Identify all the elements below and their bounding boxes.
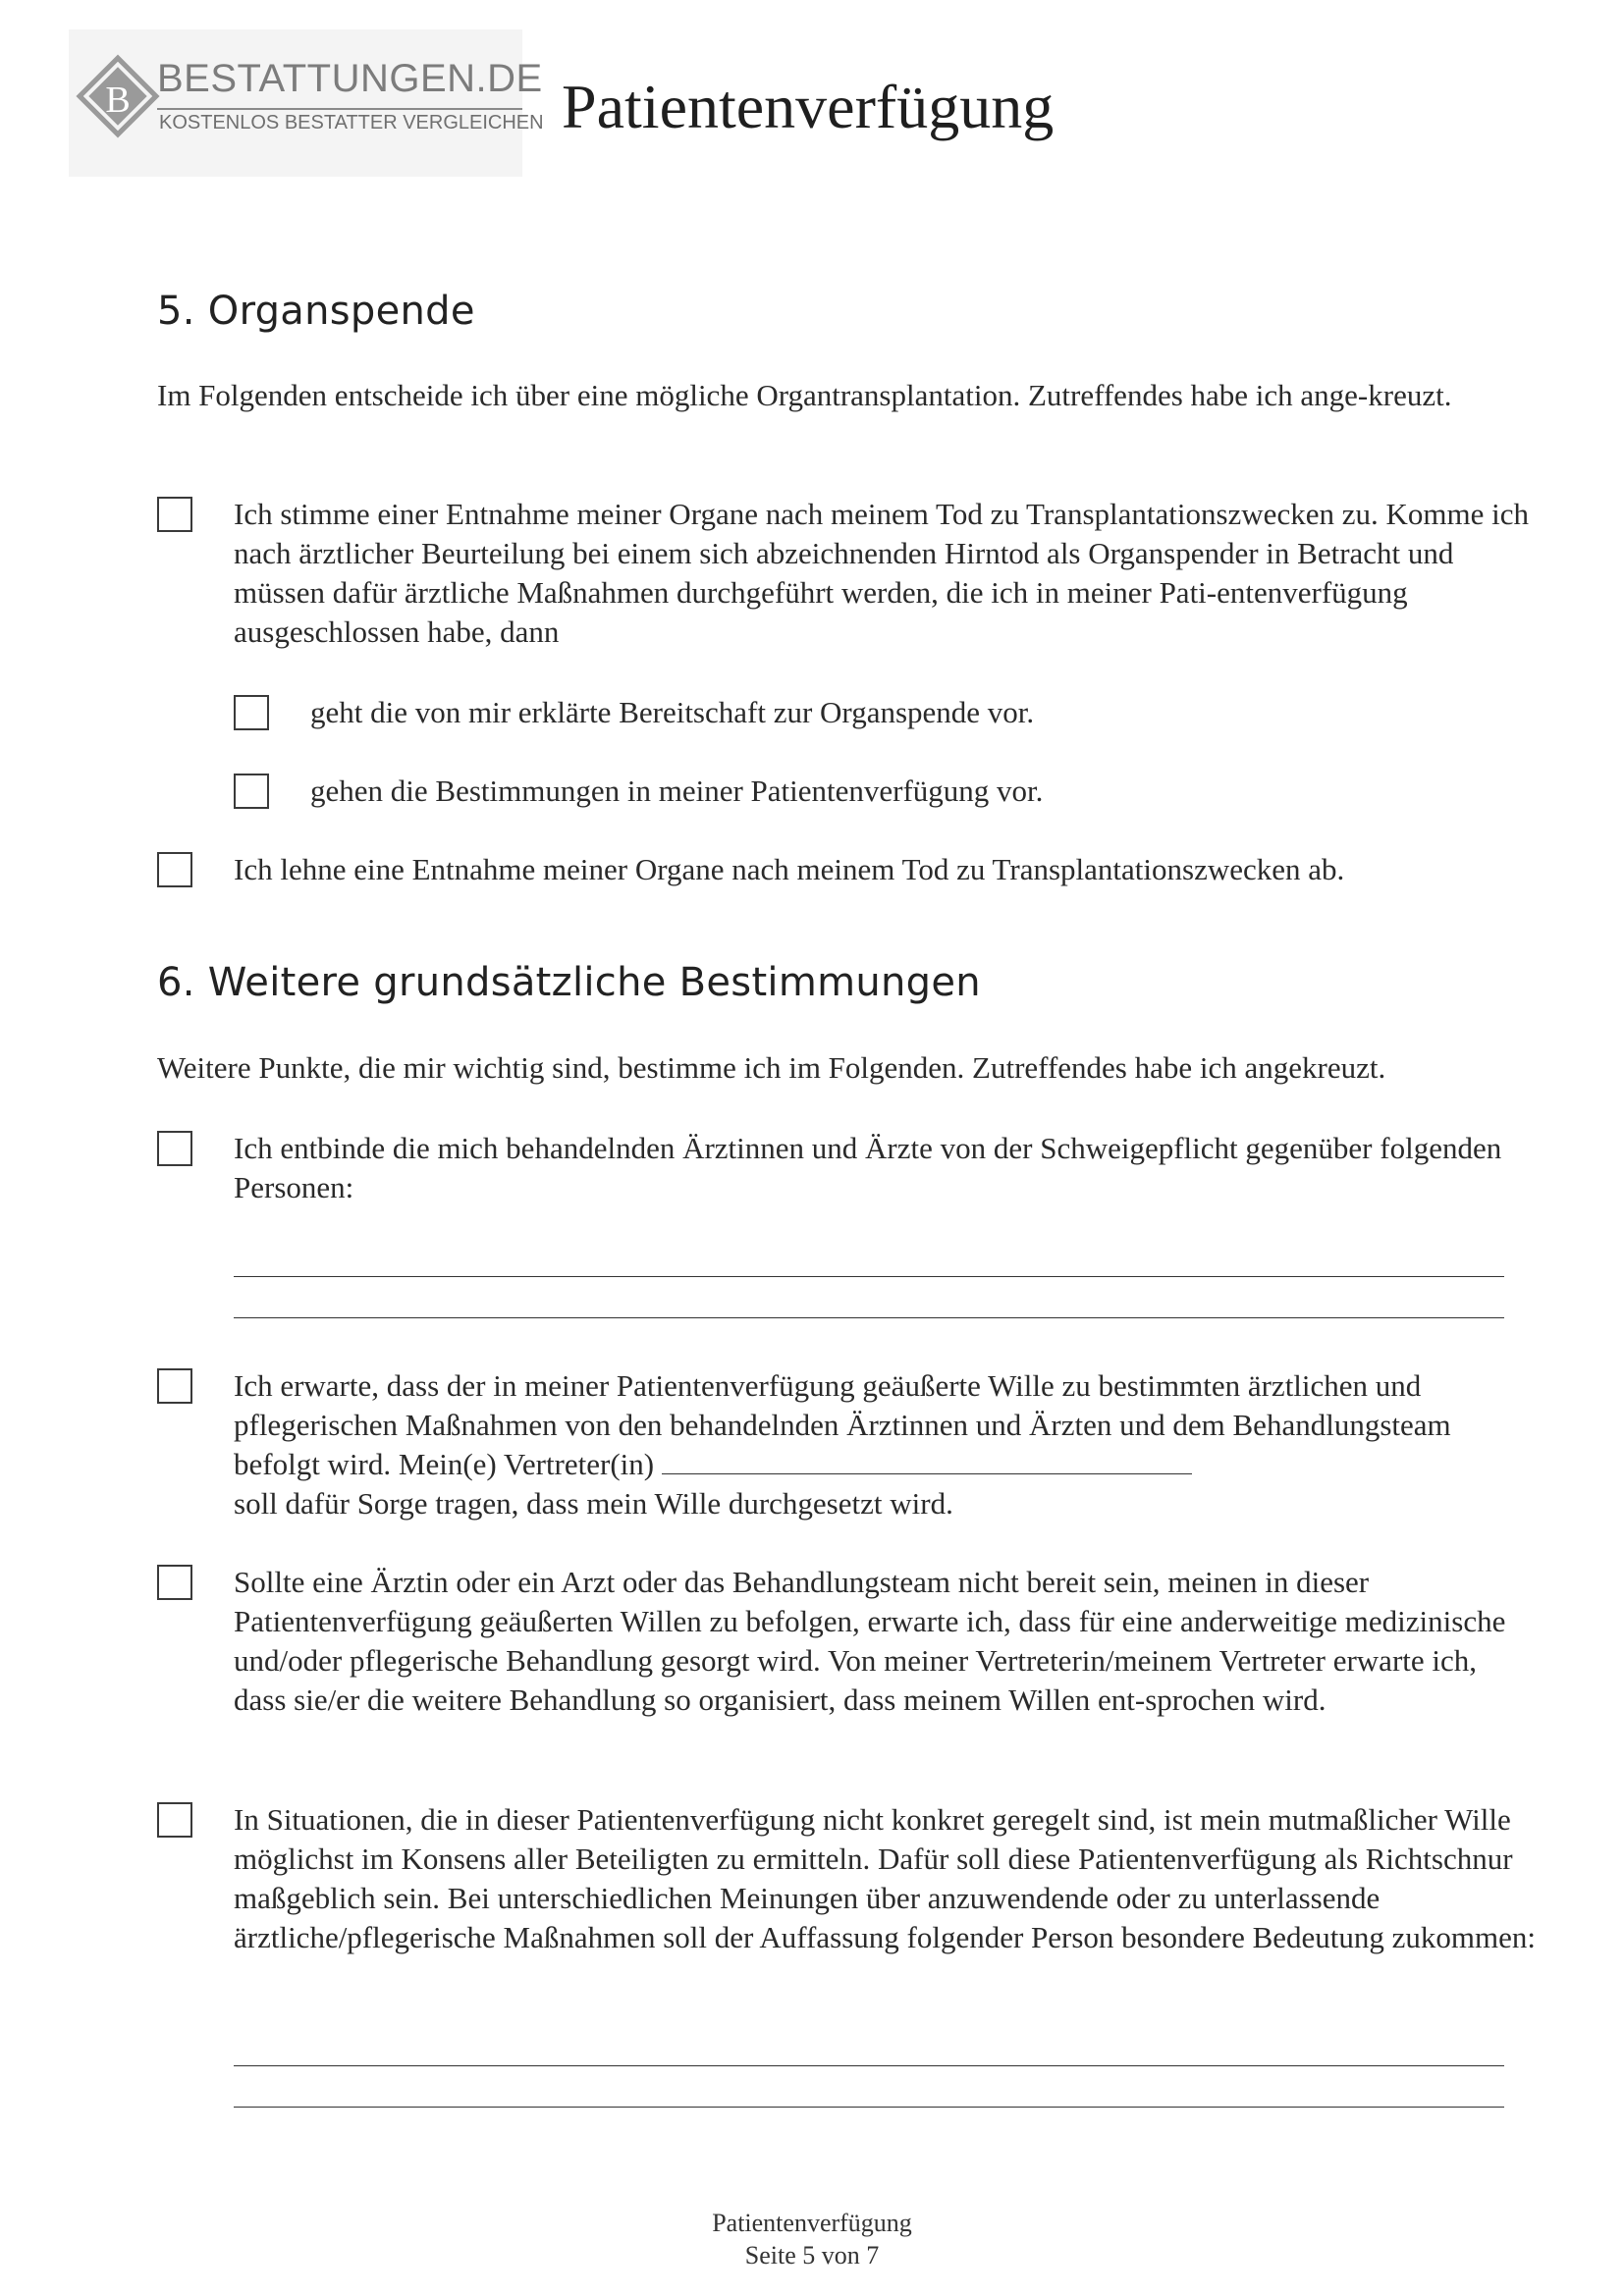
page-title: Patientenverfügung: [562, 72, 1055, 141]
alternative-treatment-text: Sollte eine Ärztin oder ein Arzt oder das Behandlungsteam nicht bereit sein, meinen in dieser Patientenverfügung geäußerten Willen zu befolgen, erwarte ich, dass für eine anderweitige medizinische und/oder pflegerische Behandlung gesorgt wird. Von meiner Vertreterin/meinem Vertreter erwarte ich, dass sie/er die weitere Behandlung so organisiert, dass meinem Willen ent-sprochen wird.: [234, 1565, 1506, 1717]
section-5-heading: 5. Organspende: [157, 289, 475, 334]
will-enforcement-text: [234, 1366, 1530, 1523]
will-enforcement-text-part2: soll dafür Sorge tragen, dass mein Wille durchgesetzt wird.: [234, 1486, 953, 1521]
logo-divider: [157, 108, 522, 110]
directive-priority-text: gehen die Bestimmungen in meiner Patientenverfügung vor.: [310, 774, 1044, 808]
organ-donation-consent-checkbox[interactable]: [157, 497, 192, 532]
confidentiality-persons-line-1[interactable]: [234, 1276, 1504, 1277]
presumed-will-person-line-2[interactable]: [234, 2107, 1504, 2108]
organ-donation-refusal-text: Ich lehne eine Entnahme meiner Organe nach meinem Tod zu Transplantationszwecken ab.: [234, 852, 1345, 886]
donation-priority-checkbox[interactable]: [234, 695, 269, 730]
presumed-will-text: In Situationen, die in dieser Patientenverfügung nicht konkret geregelt sind, ist mein mutmaßlicher Wille möglichst im Konsens aller Beteiligten zu ermitteln. Dafür soll diese Patientenverfügung als Richtschnur maßgeblich sein. Bei unterschiedlichen Meinungen über anzuwendende oder zu unterlassende ärztliche/pflegerische Maßnahmen soll der Auffassung folgender Person besondere Bedeutung zukommen:: [234, 1802, 1537, 1954]
confidentiality-persons-line-2[interactable]: [234, 1317, 1504, 1318]
section-6-intro: Weitere Punkte, die mir wichtig sind, bestimme ich im Folgenden. Zutreffendes habe ich angekreuzt.: [157, 1050, 1386, 1085]
donation-priority-text: geht die von mir erklärte Bereitschaft zur Organspende vor.: [310, 695, 1035, 729]
confidentiality-release-text: Ich entbinde die mich behandelnden Ärztinnen und Ärzte von der Schweigepflicht gegenüber folgenden Personen:: [234, 1131, 1502, 1204]
will-enforcement-checkbox[interactable]: [157, 1368, 192, 1404]
footer-title: Patientenverfügung: [712, 2209, 912, 2237]
logo-letter: B: [105, 80, 131, 121]
alternative-treatment-checkbox[interactable]: [157, 1565, 192, 1600]
section-6-heading: 6. Weitere grundsätzliche Bestimmungen: [157, 960, 981, 1005]
confidentiality-release-checkbox[interactable]: [157, 1131, 192, 1166]
logo-tagline: KOSTENLOS BESTATTER VERGLEICHEN: [159, 112, 544, 133]
representative-name-field[interactable]: [662, 1448, 1192, 1474]
logo-name: BESTATTUNGEN.DE: [157, 57, 543, 100]
presumed-will-checkbox[interactable]: [157, 1802, 192, 1838]
section-5-intro: Im Folgenden entscheide ich über eine mögliche Organtransplantation. Zutreffendes habe ich ange-kreuzt.: [157, 378, 1452, 412]
presumed-will-person-line-1[interactable]: [234, 2065, 1504, 2066]
directive-priority-checkbox[interactable]: [234, 774, 269, 809]
footer-page-number: Seite 5 von 7: [744, 2241, 880, 2269]
will-enforcement-text-part1: Ich erwarte, dass der in meiner Patientenverfügung geäußerte Wille zu bestimmten ärztlichen und pflegerischen Maßnahmen von den behandelnden Ärztinnen und Ärzten und dem Behandlungsteam befolgt wird. Mein(e) Vertreter(in): [234, 1368, 1451, 1481]
organ-donation-refusal-checkbox[interactable]: [157, 852, 192, 887]
organ-donation-consent-text: Ich stimme einer Entnahme meiner Organe nach meinem Tod zu Transplantationszwecken zu. Komme ich nach ärztlicher Beurteilung bei einem sich abzeichnenden Hirntod als Organspender in Betracht und müssen dafür ärztliche Maßnahmen durchgeführt werden, die ich in meiner Pati-entenverfügung ausgeschlossen habe, dann: [234, 497, 1529, 649]
